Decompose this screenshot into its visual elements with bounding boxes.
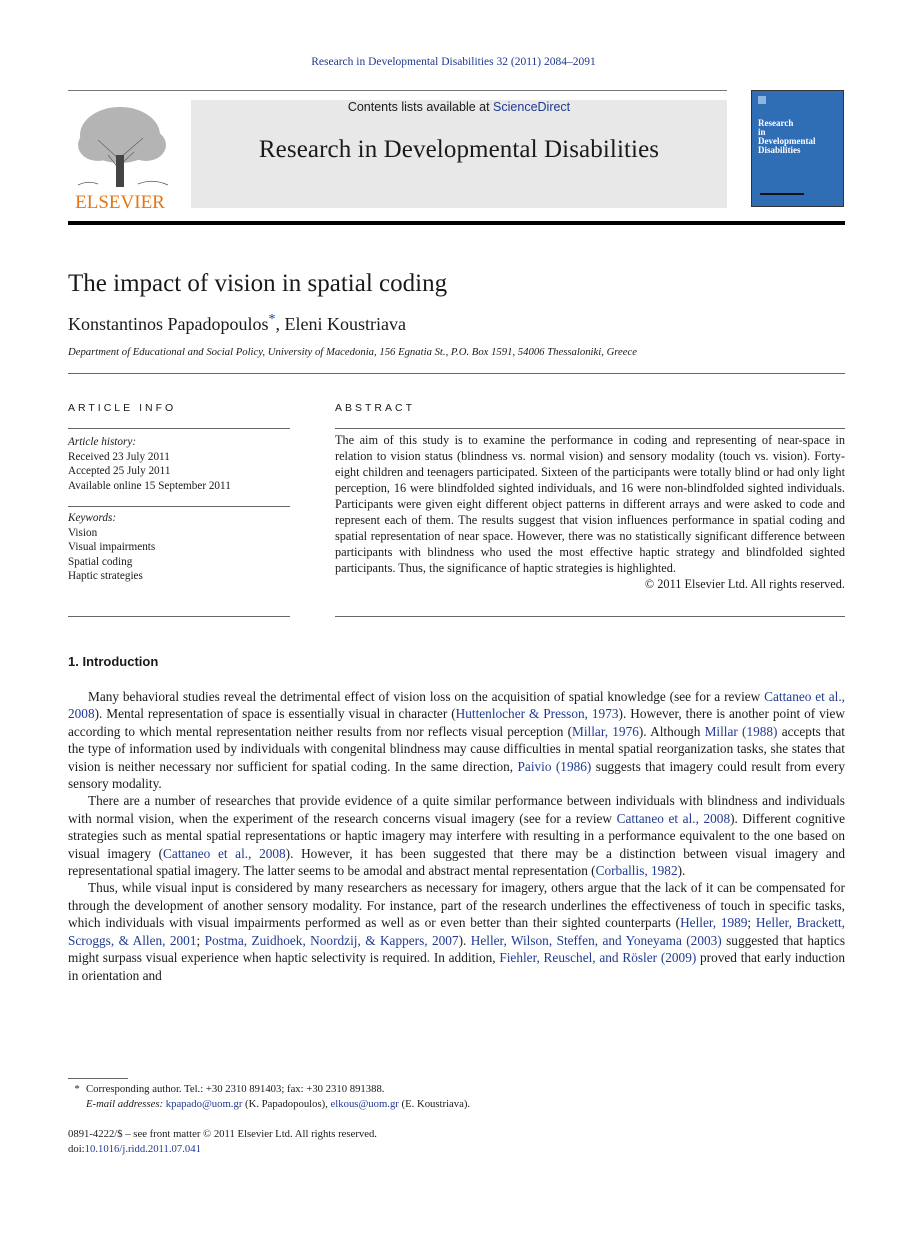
footnotes xyxy=(68,1082,470,1112)
text: ). However, it has been suggested that there may be a distinction between visual imagery and representational spatial imagery. The latter seems to be amodal and abstract mental representation ( xyxy=(68,845,846,879)
text: ; xyxy=(747,915,756,931)
publisher-wordmark: ELSEVIER xyxy=(75,192,165,210)
email-label: E-mail addresses: xyxy=(86,1098,164,1110)
citation-link[interactable]: Heller, Brackett, Scroggs, & Allen, 2001 xyxy=(68,915,845,948)
corresponding-author-mark[interactable]: * xyxy=(268,312,276,327)
keywords-label: Keywords: xyxy=(68,512,117,524)
corresponding-footnote xyxy=(68,1082,470,1097)
text: accepts that the type of information used by individuals with congenital blindness may cause difficulties in mental spatial reorganization tasks, she states that vision is neither necessary nor sufficient for spatial coding. In the same direction, xyxy=(68,723,845,774)
citation-link[interactable]: Cattaneo et al., 2008 xyxy=(68,689,845,722)
citation-link[interactable]: Heller, Wilson, Steffen, and Yoneyama (2003) xyxy=(470,932,722,948)
citation-link[interactable]: Fiehler, Reuschel, and Rösler (2009) xyxy=(499,950,697,966)
affiliation: Department of Educational and Social Policy, University of Macedonia, 156 Egnatia St., P.O. Box 1591, 54006 Thessaloniki, Greece xyxy=(68,346,638,358)
elsevier-tree-logo xyxy=(68,100,173,210)
keyword: Haptic strategies xyxy=(68,570,143,582)
footnote-rule xyxy=(68,1078,128,1079)
cover-title: Research in Developmental Disabilities xyxy=(758,118,816,155)
text: Many behavioral studies reveal the detrimental effect of vision loss on the acquisition of spatial knowledge (see for a review xyxy=(88,689,765,704)
received-date: Received 23 July 2011 xyxy=(68,450,170,463)
email-link[interactable]: elkous@uom.gr xyxy=(330,1098,399,1110)
doi-label: doi: xyxy=(68,1143,85,1155)
author-name: Konstantinos Papadopoulos xyxy=(68,314,269,334)
author-list xyxy=(68,314,406,335)
doi-line xyxy=(68,1142,377,1157)
journal-reference[interactable]: Research in Developmental Disabilities 32 (2011) 2084–2091 xyxy=(311,56,596,68)
article-title: The impact of vision in spatial coding xyxy=(68,270,448,297)
abstract-rule xyxy=(335,616,845,617)
contents-prefix: Contents lists available at xyxy=(347,100,494,114)
issn-line: 0891-4222/$ – see front matter © 2011 Elsevier Ltd. All rights reserved. xyxy=(68,1128,377,1140)
author-name: Eleni Koustriava xyxy=(284,314,406,334)
keywords xyxy=(68,511,290,584)
info-rule xyxy=(68,428,290,429)
citation-link[interactable]: Heller, 1989 xyxy=(680,915,748,931)
sciencedirect-link[interactable]: ScienceDirect xyxy=(493,100,571,114)
footnote-mark: * xyxy=(74,1083,80,1095)
paragraph xyxy=(68,792,845,879)
journal-cover[interactable] xyxy=(751,90,844,207)
cover-emblem-icon xyxy=(758,96,766,104)
keyword: Visual impairments xyxy=(68,541,156,553)
citation-link[interactable]: Huttenlocher & Presson, 1973 xyxy=(455,706,619,722)
header-rule xyxy=(68,90,727,91)
email-owner: (E. Koustriava). xyxy=(398,1098,471,1110)
email-owner: (K. Papadopoulos), xyxy=(242,1098,331,1110)
article-history xyxy=(68,435,290,493)
text: ). Different cognitive strategies such as mental spatial representations or haptic imagery may interfere with resulting in a performance equivalent to the one based on visual imagery ( xyxy=(68,810,845,861)
journal-name[interactable]: Research in Developmental Disabilities xyxy=(258,136,660,163)
email-footnote xyxy=(68,1097,470,1112)
text: suggested that haptics might surpass visual experience when haptic selectivity is required. In addition, xyxy=(68,932,846,966)
citation-link[interactable]: Postma, Zuidhoek, Noordzij, & Kappers, 2007 xyxy=(204,932,459,948)
keyword: Vision xyxy=(68,526,98,539)
citation-link[interactable]: Paivio (1986) xyxy=(517,758,592,774)
article-info-heading: ARTICLE INFO xyxy=(68,402,177,414)
text: suggests that imagery could result from every sensory modality. xyxy=(68,758,845,792)
info-rule xyxy=(68,506,290,507)
citation-link[interactable]: Corballis, 1982 xyxy=(595,863,678,879)
paragraph xyxy=(68,879,845,983)
abstract-body xyxy=(335,432,845,592)
citation-link[interactable]: Millar, 1976 xyxy=(572,723,639,739)
paragraph xyxy=(68,688,845,792)
text: proved that early induction in orientation and xyxy=(68,950,845,983)
text: ). However, there is another point of view according to which mental representation neither results from nor reflects visual perception ( xyxy=(68,706,845,739)
section-rule xyxy=(68,373,845,374)
email-link[interactable]: kpapado@uom.gr xyxy=(165,1098,243,1110)
doi-link[interactable]: 10.1016/j.ridd.2011.07.041 xyxy=(84,1143,201,1155)
citation-link[interactable]: Cattaneo et al., 2008 xyxy=(616,810,731,826)
online-date: Available online 15 September 2011 xyxy=(68,479,231,492)
header-thick-rule xyxy=(68,221,845,225)
abstract-rule xyxy=(335,428,845,429)
contents-line xyxy=(191,100,727,114)
citation-link[interactable]: Cattaneo et al., 2008 xyxy=(163,845,286,861)
citation-link[interactable]: Millar (1988) xyxy=(704,723,778,739)
abstract-copyright: © 2011 Elsevier Ltd. All rights reserved. xyxy=(644,577,845,591)
keyword: Spatial coding xyxy=(68,555,133,568)
text: ). Although xyxy=(638,723,705,739)
text: ). xyxy=(458,932,471,948)
corresponding-text: Corresponding author. Tel.: +30 2310 891403; fax: +30 2310 891388. xyxy=(86,1083,385,1095)
abstract-heading: ABSTRACT xyxy=(335,402,416,414)
introduction-body xyxy=(68,688,845,984)
section-heading-introduction: 1. Introduction xyxy=(68,654,159,669)
text: ; xyxy=(196,932,205,948)
text: ). Mental representation of space is essentially visual in character ( xyxy=(94,706,456,722)
accepted-date: Accepted 25 July 2011 xyxy=(68,465,171,477)
history-label: Article history: xyxy=(68,436,137,448)
text: There are a number of researches that provide evidence of a quite similar performance between individuals with blindness and individuals with normal vision, when the experiment of the research concerns visual imagery (see for a review xyxy=(68,793,845,826)
abstract-text: The aim of this study is to examine the performance in coding and representing of near-space in relation to vision status (blindness vs. normal vision) and sensory modality (touch vs. vision). Forty-eight children and teenagers participated. Sixteen of the participants were totally blind or had only light perception, 16 were blindfolded sighted individuals, and 16 were non-blindfolded sighted individuals. Participants were given eight different object patterns in different arrays and were asked to code and represent each of them. The results suggest that vision influences performance in spatial coding and spatial representation of near space. However, there was no statistically significant difference between participants with blindness who used the most effective haptic strategy and blindfolded sighted participants. Thus, the significance of haptic strategies is highlighted. xyxy=(335,433,845,575)
cover-bar xyxy=(760,193,804,195)
front-matter xyxy=(68,1127,377,1157)
author-separator: , xyxy=(275,314,285,334)
text: ). xyxy=(677,863,686,879)
info-rule xyxy=(68,616,290,617)
text: Thus, while visual input is considered by many researchers as necessary for imagery, others argue that the lack of it can be compensated for through the development of another sensory modality. For instance, part of the research underlines the effectiveness of touch in specific tasks, which individuals with visual impairments performed as well as or even better than their sighted counterparts ( xyxy=(68,880,845,931)
